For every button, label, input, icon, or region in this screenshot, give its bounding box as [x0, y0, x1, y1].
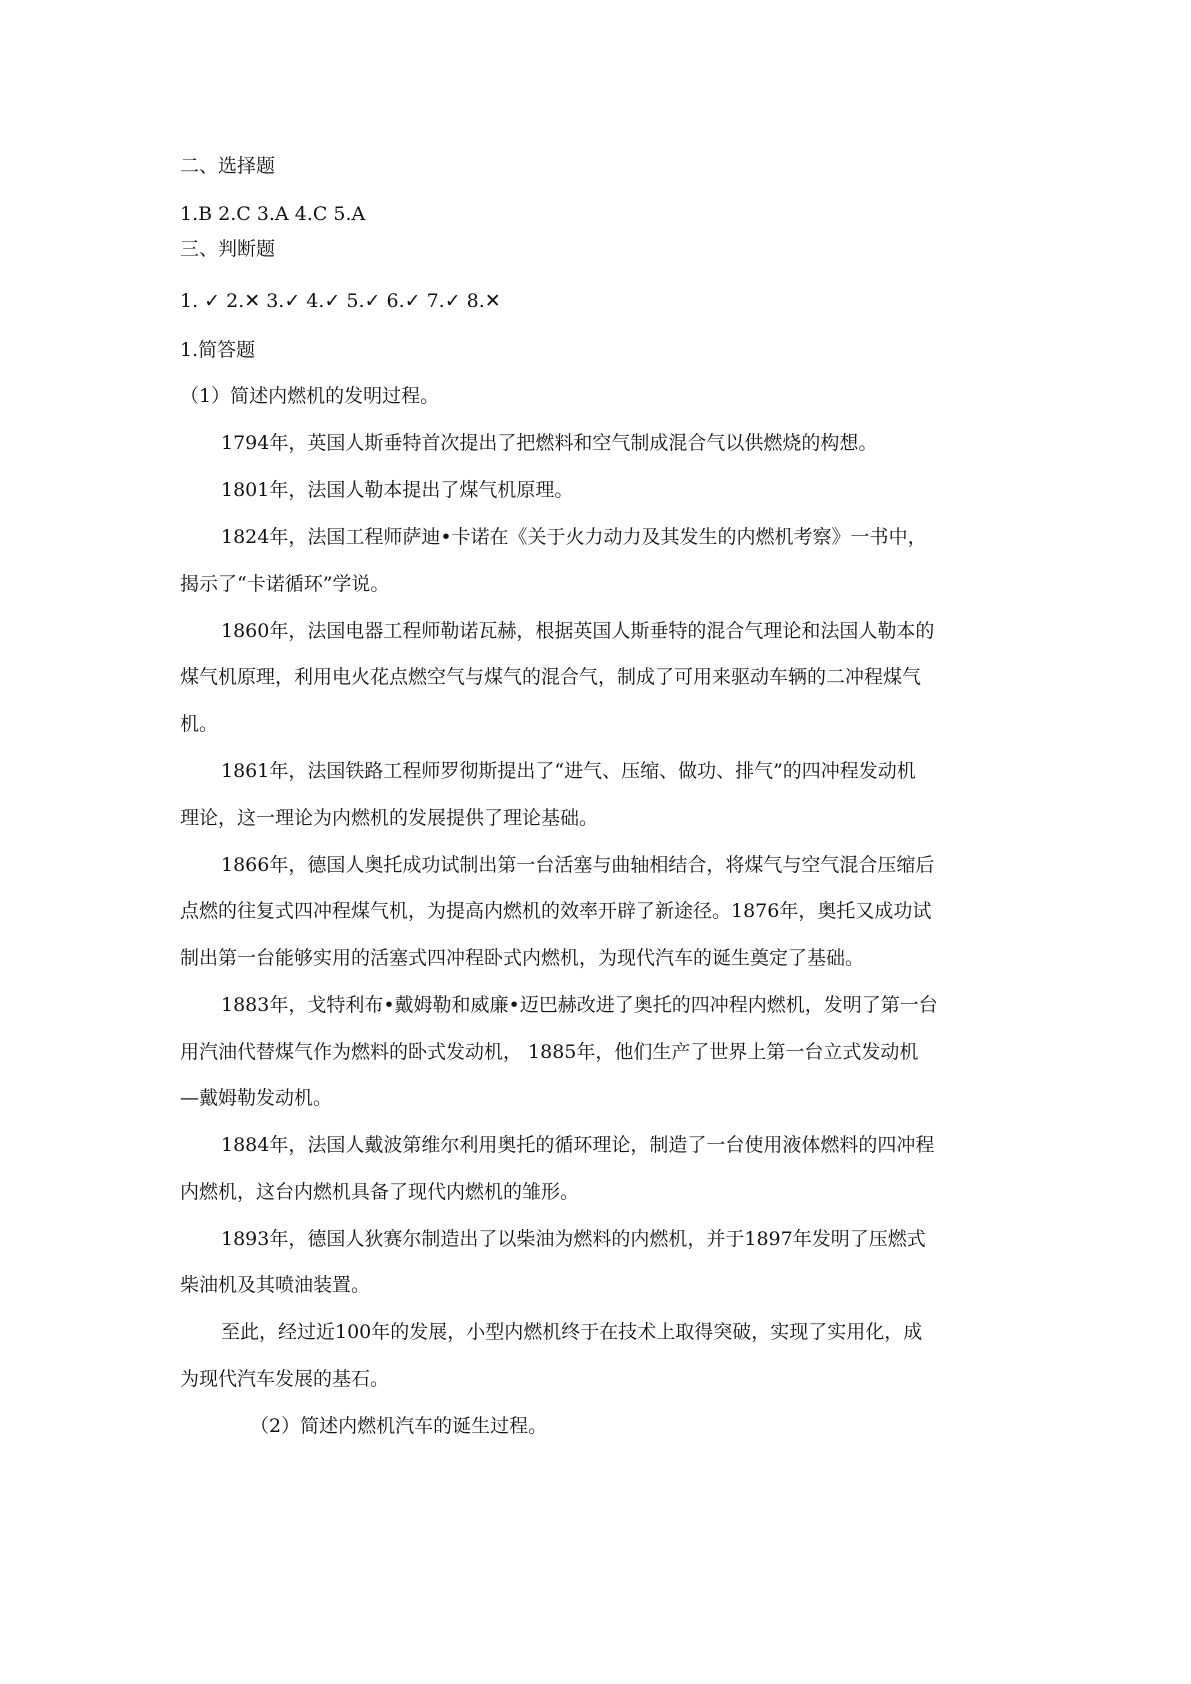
paragraph-line: 1801年，法国人勒本提出了煤气机原理。 [221, 479, 574, 501]
question-1-title: （1）简述内燃机的发明过程。 [180, 385, 440, 407]
paragraph-line: 为现代汽车发展的基石。 [180, 1368, 390, 1390]
section-2-title: 二、选择题 [180, 155, 276, 177]
paragraph-line: 1866年，德国人奥托成功试制出第一台活塞与曲轴相结合，将煤气与空气混合压缩后 [221, 854, 935, 876]
paragraph-line: —戴姆勒发动机。 [180, 1087, 333, 1109]
paragraph-line: 机。 [180, 713, 219, 735]
section-3-title: 三、判断题 [180, 238, 276, 260]
paragraph-line: 用汽油代替煤气作为燃料的卧式发动机， 1885年，他们生产了世界上第一台立式发动机 [180, 1041, 919, 1063]
paragraph-line: 理论，这一理论为内燃机的发展提供了理论基础。 [180, 807, 599, 829]
paragraph-line: 1824年，法国工程师萨迪•卡诺在《关于火力动力及其发生的内燃机考察》一书中， [221, 526, 927, 548]
paragraph-line: 至此，经过近100年的发展，小型内燃机终于在技术上取得突破，实现了实用化，成 [221, 1321, 923, 1343]
paragraph-line: 1884年，法国人戴波第维尔利用奥托的循环理论，制造了一台使用液体燃料的四冲程 [221, 1134, 935, 1156]
paragraph-line: 柴油机及其喷油装置。 [180, 1274, 371, 1296]
paragraph-line: 煤气机原理，利用电火花点燃空气与煤气的混合气，制成了可用来驱动车辆的二冲程煤气 [180, 666, 922, 688]
paragraph-line: 1883年，戈特利布•戴姆勒和威廉•迈巴赫改进了奥托的四冲程内燃机，发明了第一台 [221, 994, 938, 1016]
paragraph-line: 点燃的往复式四冲程煤气机，为提高内燃机的效率开辟了新途径。1876年，奥托又成功试 [180, 900, 932, 922]
question-2-title: （2）简述内燃机汽车的诞生过程。 [250, 1415, 548, 1437]
paragraph-line: 1794年，英国人斯垂特首次提出了把燃料和空气制成混合气以供燃烧的构想。 [221, 432, 878, 454]
paragraph-line: 1861年，法国铁路工程师罗彻斯提出了“进气、压缩、做功、排气”的四冲程发动机 [221, 760, 916, 782]
paragraph-line: 制出第一台能够实用的活塞式四冲程卧式内燃机，为现代汽车的诞生奠定了基础。 [180, 947, 865, 969]
paragraph-line: 1860年，法国电器工程师勒诺瓦赫，根据英国人斯垂特的混合气理论和法国人勒本的 [221, 620, 935, 642]
section-3-answers: 1. ✓ 2.✕ 3.✓ 4.✓ 5.✓ 6.✓ 7.✓ 8.✕ [180, 290, 501, 312]
paragraph-line: 内燃机，这台内燃机具备了现代内燃机的雏形。 [180, 1181, 580, 1203]
section-2-answers: 1.B 2.C 3.A 4.C 5.A [180, 203, 366, 225]
paragraph-line: 1893年，德国人狄赛尔制造出了以柴油为燃料的内燃机，并于1897年发明了压燃式 [221, 1228, 926, 1250]
section-4-title: 1.简答题 [180, 339, 256, 361]
paragraph-line: 揭示了“卡诺循环”学说。 [180, 573, 390, 595]
